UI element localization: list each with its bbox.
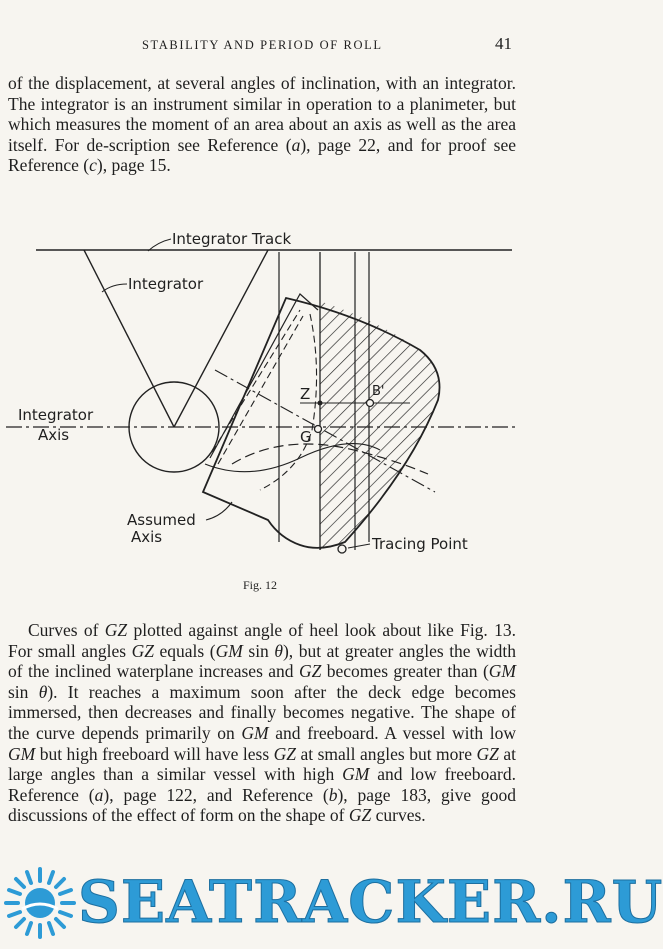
leader-integrator [102, 284, 127, 292]
leader-assumed-axis [206, 502, 232, 520]
sun-icon [0, 863, 80, 943]
italic-term: GZ [104, 620, 128, 640]
italic-term: b [328, 784, 338, 805]
italic-term: GZ [273, 743, 297, 764]
text-run: ), but at greater angles the width of the inclined waterplane increases and [8, 640, 516, 682]
running-title: STABILITY AND PERIOD OF ROLL [142, 38, 383, 52]
tracing-point-marker [338, 545, 346, 553]
text-run: Curves of [28, 620, 105, 640]
italic-term: GM [215, 640, 243, 661]
figure-12 [0, 220, 575, 580]
immersed-section-hatch [297, 294, 440, 550]
reference-letter: c [89, 155, 97, 176]
text-run: of the displacement, at several angles of inclination, with an integrator. The integrator is an instrument similar in operation to a planimeter, but which measures the moment of an area about an axis as well as the area itself. For de-scription see Reference ( [8, 73, 516, 155]
label-integrator: Integrator [128, 275, 204, 293]
italic-term: GZ [348, 805, 372, 826]
page-number: 41 [495, 34, 512, 53]
text-run: at small angles but more [296, 743, 477, 764]
text-run: and freeboard. A vessel with low [268, 722, 516, 743]
italic-term: GZ [131, 640, 154, 661]
text-run: at large angles than a similar vessel with high [8, 743, 516, 785]
text-run: ), page 15. [96, 155, 171, 176]
italic-term: GM [342, 764, 370, 785]
italic-term: GZ [476, 743, 499, 764]
label-z: Z [300, 385, 311, 403]
text-run: ), page 183, give good discussions of the effect of form on the shape of [8, 784, 516, 826]
text-run: curves. [371, 805, 426, 826]
text-run: becomes greater than ( [321, 661, 489, 682]
label-integrator-axis-2: Axis [38, 426, 70, 444]
italic-term: θ [38, 681, 48, 702]
paragraph-intro [8, 73, 516, 176]
text-run: ), page 122, and Reference ( [103, 784, 329, 805]
page-header [0, 36, 575, 56]
watermark [0, 857, 663, 949]
italic-term: GM [488, 661, 516, 682]
point-g [315, 426, 322, 433]
label-assumed-axis-1: Assumed [127, 511, 196, 529]
leader-tracing-point [348, 544, 370, 548]
italic-term: GZ [298, 661, 322, 682]
label-integrator-axis-1: Integrator [18, 406, 94, 424]
paragraph-gz-curves [8, 620, 516, 826]
integrator-diagram [0, 220, 575, 580]
text-run: equals ( [153, 640, 216, 661]
label-assumed-axis-2: Axis [131, 528, 163, 546]
italic-term: a [94, 784, 104, 805]
text-run: sin [242, 640, 275, 661]
reference-letter: a [291, 134, 301, 155]
text-run: ). It reaches a maximum soon after the deck edge becomes immersed, then decreases and finally becomes negative. The shape of the curve depends primarily on [8, 681, 516, 743]
text-run: plotted against angle of heel look about like Fig. 13. For small angles [8, 620, 516, 661]
text-run: but high freeboard will have less [35, 743, 274, 764]
label-tracing-point: Tracing Point [372, 535, 468, 553]
text-run: sin [8, 681, 39, 702]
italic-term: θ [274, 640, 283, 661]
label-integrator-track: Integrator Track [172, 230, 292, 248]
watermark-text: SEATRACKER.RU [78, 868, 663, 936]
leader-integrator-track [148, 239, 171, 251]
text-run: and low freeboard. Reference ( [8, 764, 516, 805]
point-z [318, 401, 323, 406]
figure-caption: Fig. 12 [242, 578, 277, 592]
label-g: G [300, 428, 312, 446]
text-run: ), page 22, and for proof see Reference ( [8, 134, 516, 176]
italic-term: GM [241, 722, 269, 743]
point-b-prime [367, 400, 374, 407]
label-b-prime: B' [372, 384, 385, 399]
italic-term: GM [8, 743, 36, 764]
waterline-dashed-2 [218, 316, 303, 464]
